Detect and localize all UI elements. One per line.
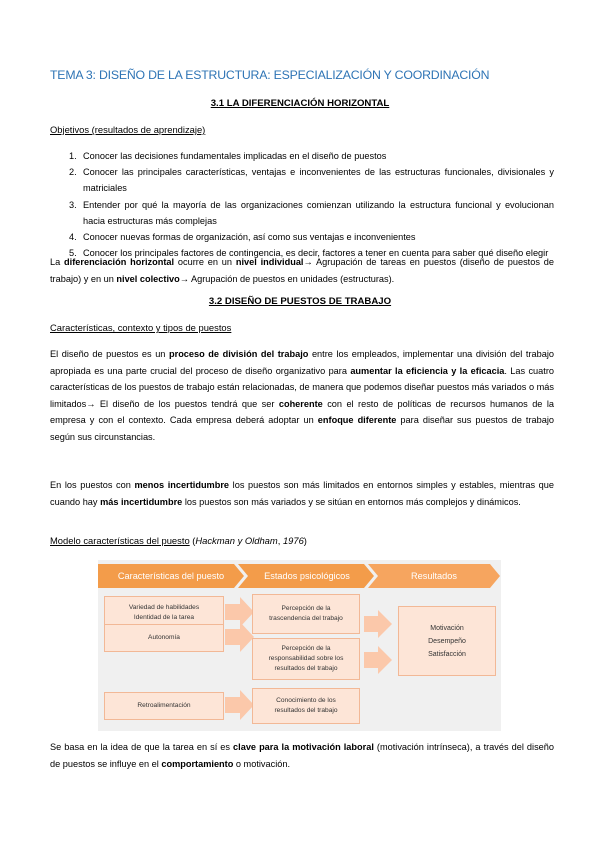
section-heading-3-1: 3.1 LA DIFERENCIACIÓN HORIZONTAL <box>210 98 390 109</box>
box-caracteristicas-3: Retroalimentación <box>104 692 224 720</box>
list-item: 1. Conocer las decisiones fundamentales implicadas en el diseño de puestos <box>69 151 387 161</box>
paragraph-motivacion: Se basa en la idea de que la tarea en sí es clave para la motivación laboral (motivación intrínseca), a través del diseño de puestos se influye en el comportamiento o motivación. <box>50 742 554 769</box>
page-title: TEMA 3: DISEÑO DE LA ESTRUCTURA: ESPECIALIZACIÓN Y COORDINACIÓN <box>50 68 490 82</box>
arrow-right-2 <box>225 622 254 652</box>
diagram-header-estados: Estados psicológicos <box>264 571 350 581</box>
list-item: 2. Conocer las principales características, ventajas e inconvenientes de las estructuras funcionales, divisionales y matriciales <box>69 167 554 194</box>
box-caracteristicas-2: Autonomía <box>104 624 224 652</box>
diagram-header-resultados: Resultados <box>411 571 457 581</box>
model-caption: Modelo características del puesto (Hackman y Oldham, 1976) <box>50 535 307 546</box>
box-caracteristicas-1: Variedad de habilidades Identidad de la tarea <box>104 596 224 640</box>
list-item: 4. Conocer nuevas formas de organización, así como sus ventajas e inconvenientes <box>69 232 416 243</box>
box-estados-1: Percepción de la trascendencia del trabajo <box>252 594 360 634</box>
arrow-right-1 <box>225 597 254 627</box>
diagram-header-caracteristicas: Características del puesto <box>117 571 225 581</box>
box-resultados: Motivación Desempeño Satisfacción <box>398 606 496 676</box>
box-estados-3: Conocimiento de los resultados del trabajo <box>252 688 360 724</box>
paragraph-diseno-puestos: El diseño de puestos es un proceso de división del trabajo entre los empleados, implementar una división del trabajo apropiada es una parte crucial del proceso de diseño organizativo para aumentar la eficiencia y la eficacia. Las cuatro características de los puestos de trabajo están relacionadas, de manera que podemos diseñar puestos más variados o más limitados→ El diseño de los puestos tendrá que ser coherente con el resto de políticas de recursos humanos de la empresa y con el contexto. Cada empresa deberá adoptar un enfoque diferente para diseñar sus puestos de trabajo según sus circunstancias. <box>50 349 554 442</box>
subheading-caracteristicas: Características, contexto y tipos de puestos <box>50 322 232 333</box>
arrow-right-3 <box>225 690 254 720</box>
list-item: 5. Conocer los principales factores de contingencia, es decir, factores a tener en cuenta para saber qué diseño elegir <box>69 248 549 259</box>
paragraph-incertidumbre: En los puestos con menos incertidumbre los puestos son más limitados en entornos simples y estables, mientras que cuando hay más incertidumbre los puestos son más variados y se sitúan en entornos más complejos y dinámicos. <box>50 480 554 507</box>
paragraph-diferenciacion: La diferenciación horizontal ocurre en un nivel individual→ Agrupación de tareas en puestos (diseño de puestos de trabajo) y en un nivel colectivo→ Agrupación de puestos en unidades (estructuras). <box>50 257 554 284</box>
section-heading-3-2: 3.2 DISEÑO DE PUESTOS DE TRABAJO <box>208 296 392 307</box>
arrow-right-4 <box>364 610 392 638</box>
objectives-label: Objetivos (resultados de aprendizaje) <box>50 124 206 135</box>
arrow-right-5 <box>364 646 392 674</box>
box-estados-2: Percepción de la responsabilidad sobre los resultados del trabajo <box>252 638 360 680</box>
list-item: 3. Entender por qué la mayoría de las organizaciones comienzan utilizando la estructura funcional y evolucionan hacia estructuras más complejas <box>69 199 554 226</box>
